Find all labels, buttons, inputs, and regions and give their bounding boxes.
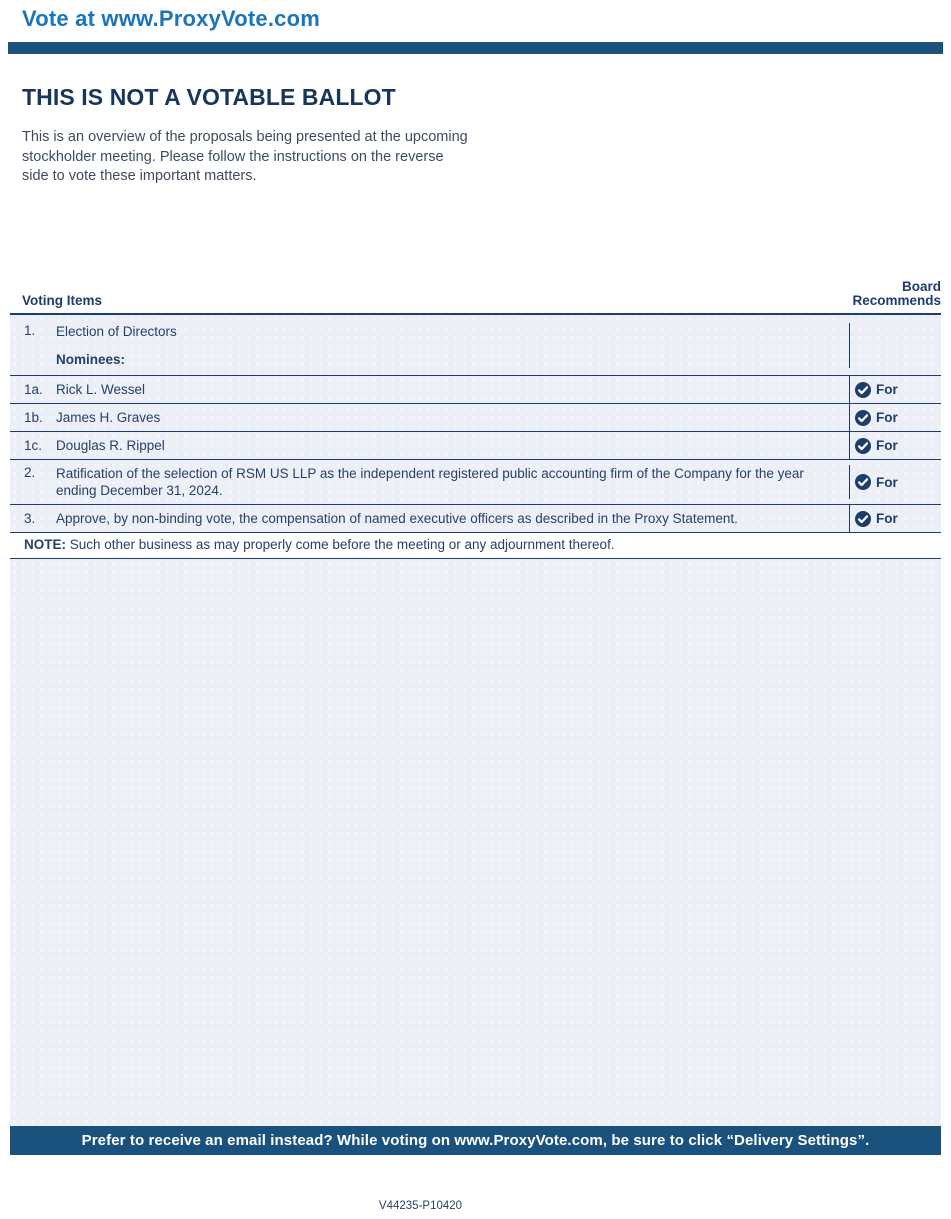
- note-row: [10, 533, 941, 559]
- row-text: Approve, by non-binding vote, the compensation of named executive officers as described in the Proxy Statement.: [56, 511, 738, 526]
- for-check-icon: [855, 410, 871, 426]
- for-check-icon: [855, 474, 871, 490]
- recommend-cell: [849, 505, 941, 532]
- for-check-icon: [855, 382, 871, 398]
- intro-paragraph: This is an overview of the proposals being presented at the upcoming stockholder meeting. Please follow the instructions on the reverse side to vote these important matters.: [22, 129, 468, 184]
- recommend-label: For: [876, 382, 898, 397]
- table-row-nominee-1c: [10, 432, 941, 460]
- note-label: NOTE:: [24, 537, 66, 552]
- row-number: 1c.: [24, 438, 43, 453]
- board-recommends-line2: Recommends: [852, 293, 941, 308]
- recommend-label: For: [876, 511, 898, 526]
- board-recommends-header: [852, 280, 941, 308]
- table-row-nominee-1a: [10, 376, 941, 404]
- row-number: 2.: [24, 465, 36, 480]
- row-number: 3.: [24, 511, 36, 526]
- row-number: 1a.: [24, 382, 43, 397]
- row-text: Ratification of the selection of RSM US LLP as the independent registered public accounting firm of the Company for the year ending December 31, 2024.: [56, 466, 804, 498]
- table-row-nominee-1b: [10, 404, 941, 432]
- not-votable-heading: THIS IS NOT A VOTABLE BALLOT: [22, 84, 396, 110]
- voting-items-header: Voting Items: [22, 293, 103, 308]
- recommend-cell: [849, 432, 941, 459]
- recommend-label: For: [876, 438, 898, 453]
- voting-table: [10, 280, 941, 1129]
- table-row-ratification: [10, 460, 941, 505]
- row-text: Rick L. Wessel: [56, 382, 146, 397]
- masthead: [0, 0, 951, 32]
- nominees-label: Nominees:: [56, 352, 126, 367]
- row-number: 1.: [24, 323, 36, 338]
- header-rule-bar: [8, 42, 943, 54]
- table-row-election: [10, 315, 941, 376]
- table-grid: [10, 313, 941, 559]
- footer-banner-text: Prefer to receive an email instead? While voting on www.ProxyVote.com, be sure to click “Delivery Settings”.: [81, 1132, 870, 1149]
- table-column-headers: [10, 280, 941, 313]
- row-text: Election of Directors: [56, 324, 177, 339]
- footer-banner: [10, 1126, 941, 1155]
- form-code: V44235-P10420: [378, 1200, 463, 1212]
- row-number: 1b.: [24, 410, 43, 425]
- recommend-cell: [849, 465, 941, 499]
- recommend-cell: [849, 376, 941, 403]
- row-text: Douglas R. Rippel: [56, 438, 165, 453]
- note-text: Such other business as may properly come before the meeting or any adjournment thereof.: [69, 537, 615, 552]
- recommend-cell: [849, 404, 941, 431]
- table-row-compensation: [10, 505, 941, 533]
- recommend-label: For: [876, 474, 898, 490]
- page-title: Vote at www.ProxyVote.com: [22, 6, 320, 31]
- row-text: James H. Graves: [56, 410, 161, 425]
- recommend-label: For: [876, 410, 898, 425]
- blank-panel: [10, 559, 941, 1129]
- for-check-icon: [855, 511, 871, 527]
- recommend-cell: [849, 323, 941, 368]
- board-recommends-line1: Board: [901, 279, 941, 294]
- for-check-icon: [855, 438, 871, 454]
- intro-section: [22, 84, 951, 187]
